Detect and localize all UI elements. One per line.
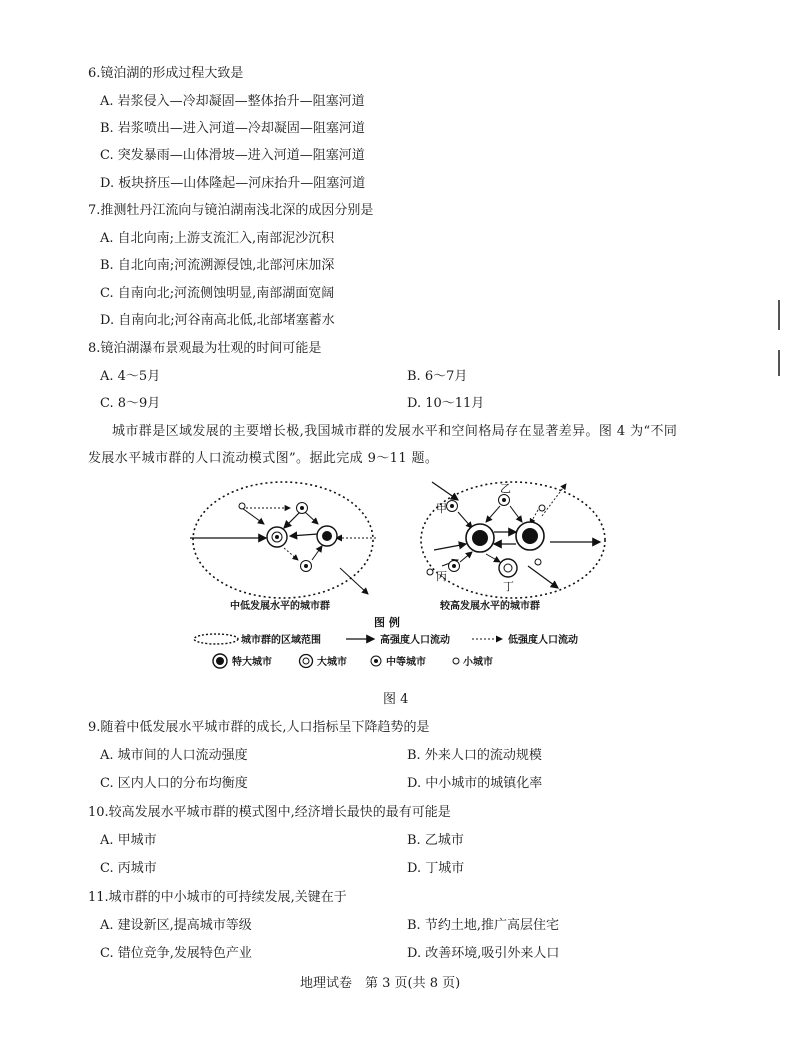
legend-mega-label: 特大城市 bbox=[232, 657, 272, 668]
q6-option-d[interactable]: D. 板块挤压—山体隆起—河床抬升—阻塞河道 bbox=[100, 176, 366, 191]
flow-arrow bbox=[460, 552, 472, 562]
q11-option-a[interactable]: A. 建设新区,提高城市等级 bbox=[100, 918, 252, 933]
q8-option-a[interactable]: A. 4～5月 bbox=[100, 369, 161, 384]
intro-line-1: 城市群是区域发展的主要增长极,我国城市群的发展水平和空间格局存在显著差异。图 4 为“不同 bbox=[112, 424, 678, 439]
population-flow-diagram bbox=[190, 472, 610, 672]
q7-stem: 7.推测牡丹江流向与镜泊湖南浅北深的成因分别是 bbox=[88, 203, 374, 218]
q10-option-c[interactable]: C. 丙城市 bbox=[100, 861, 157, 876]
legend-large-label: 大城市 bbox=[317, 657, 347, 668]
q11-option-b[interactable]: B. 节约土地,推广高层住宅 bbox=[407, 918, 559, 933]
q7-option-a[interactable]: A. 自北向南;上游支流汇入,南部泥沙沉积 bbox=[100, 231, 335, 246]
city-label-jia: 甲 bbox=[436, 502, 447, 515]
q8-stem: 8.镜泊湖瀑布景观最为壮观的时间可能是 bbox=[88, 341, 322, 356]
small-city bbox=[535, 559, 541, 565]
flow-arrow bbox=[458, 512, 472, 528]
flow-arrow bbox=[486, 554, 500, 562]
q9-option-b[interactable]: B. 外来人口的流动规模 bbox=[407, 748, 542, 763]
legend-range-label: 城市群的区域范围 bbox=[241, 635, 321, 646]
small-city bbox=[427, 569, 433, 575]
q8-option-d[interactable]: D. 10～11月 bbox=[407, 396, 485, 411]
intro-line-2: 发展水平城市群的人口流动模式图”。据此完成 9～11 题。 bbox=[88, 451, 439, 466]
flow-arrow bbox=[434, 544, 466, 550]
q10-option-d[interactable]: D. 丁城市 bbox=[407, 861, 465, 876]
right-cluster-label: 较高发展水平的城市群 bbox=[440, 601, 540, 612]
flow-arrow bbox=[305, 512, 318, 524]
legend-small-label: 小城市 bbox=[463, 657, 493, 668]
page-footer: 地理试卷 第 3 页(共 8 页) bbox=[300, 976, 461, 991]
figure-caption: 图 4 bbox=[383, 692, 409, 707]
flow-arrow bbox=[340, 568, 368, 594]
q11-option-c[interactable]: C. 错位竞争,发展特色产业 bbox=[100, 946, 252, 961]
flow-arrow bbox=[528, 566, 558, 588]
flow-arrow bbox=[486, 506, 500, 522]
q10-option-b[interactable]: B. 乙城市 bbox=[407, 833, 464, 848]
q6-option-b[interactable]: B. 岩浆喷出—进入河道—冷却凝固—阻塞河道 bbox=[100, 121, 365, 136]
q9-option-c[interactable]: C. 区内人口的分布均衡度 bbox=[100, 776, 248, 791]
q9-option-d[interactable]: D. 中小城市的城镇化率 bbox=[407, 776, 543, 791]
q7-option-d[interactable]: D. 自南向北;河谷南高北低,北部堵塞蓄水 bbox=[100, 313, 335, 328]
q9-option-a[interactable]: A. 城市间的人口流动强度 bbox=[100, 748, 248, 763]
q7-option-c[interactable]: C. 自南向北;河流侧蚀明显,南部湖面宽阔 bbox=[100, 286, 335, 301]
q10-option-a[interactable]: A. 甲城市 bbox=[100, 833, 157, 848]
flow-arrow bbox=[284, 548, 298, 560]
flow-arrow bbox=[510, 506, 522, 522]
city-label-bing: 丙 bbox=[436, 570, 447, 583]
flow-arrow bbox=[542, 484, 566, 516]
flow-arrow bbox=[284, 512, 300, 528]
legend-small-symbol bbox=[453, 658, 459, 664]
legend-range-symbol bbox=[194, 634, 238, 644]
flow-arrow bbox=[290, 534, 318, 536]
small-city bbox=[239, 503, 245, 509]
q9-stem: 9.随着中低发展水平城市群的成长,人口指标呈下降趋势的是 bbox=[88, 720, 430, 735]
scan-edge-mark bbox=[778, 350, 780, 376]
legend-title: 图 例 bbox=[374, 616, 400, 629]
legend-low-label: 低强度人口流动 bbox=[508, 635, 578, 646]
q11-option-d[interactable]: D. 改善环境,吸引外来人口 bbox=[407, 946, 560, 961]
q10-stem: 10.较高发展水平城市群的模式图中,经济增长最快的最有可能是 bbox=[88, 805, 451, 820]
city-label-yi: 乙 bbox=[500, 482, 511, 495]
small-city bbox=[539, 505, 545, 511]
scan-edge-mark bbox=[778, 300, 780, 330]
legend-medium-label: 中等城市 bbox=[386, 657, 426, 668]
q8-option-b[interactable]: B. 6～7月 bbox=[407, 369, 468, 384]
flow-arrow bbox=[432, 482, 458, 500]
left-cluster-label: 中低发展水平的城市群 bbox=[230, 601, 330, 612]
q6-option-a[interactable]: A. 岩浆侵入—冷却凝固—整体抬升—阻塞河道 bbox=[100, 94, 365, 109]
flow-arrow bbox=[312, 546, 322, 560]
flow-arrow bbox=[242, 508, 264, 524]
q8-option-c[interactable]: C. 8～9月 bbox=[100, 396, 161, 411]
city-label-ding: 丁 bbox=[503, 580, 514, 593]
q6-option-c[interactable]: C. 突发暴雨—山体滑坡—进入河道—阻塞河道 bbox=[100, 148, 365, 163]
q6-stem: 6.镜泊湖的形成过程大致是 bbox=[88, 66, 244, 81]
legend-high-label: 高强度人口流动 bbox=[380, 635, 450, 646]
q11-stem: 11.城市群的中小城市的可持续发展,关键在于 bbox=[88, 890, 347, 905]
q7-option-b[interactable]: B. 自北向南;河流溯源侵蚀,北部河床加深 bbox=[100, 258, 335, 273]
